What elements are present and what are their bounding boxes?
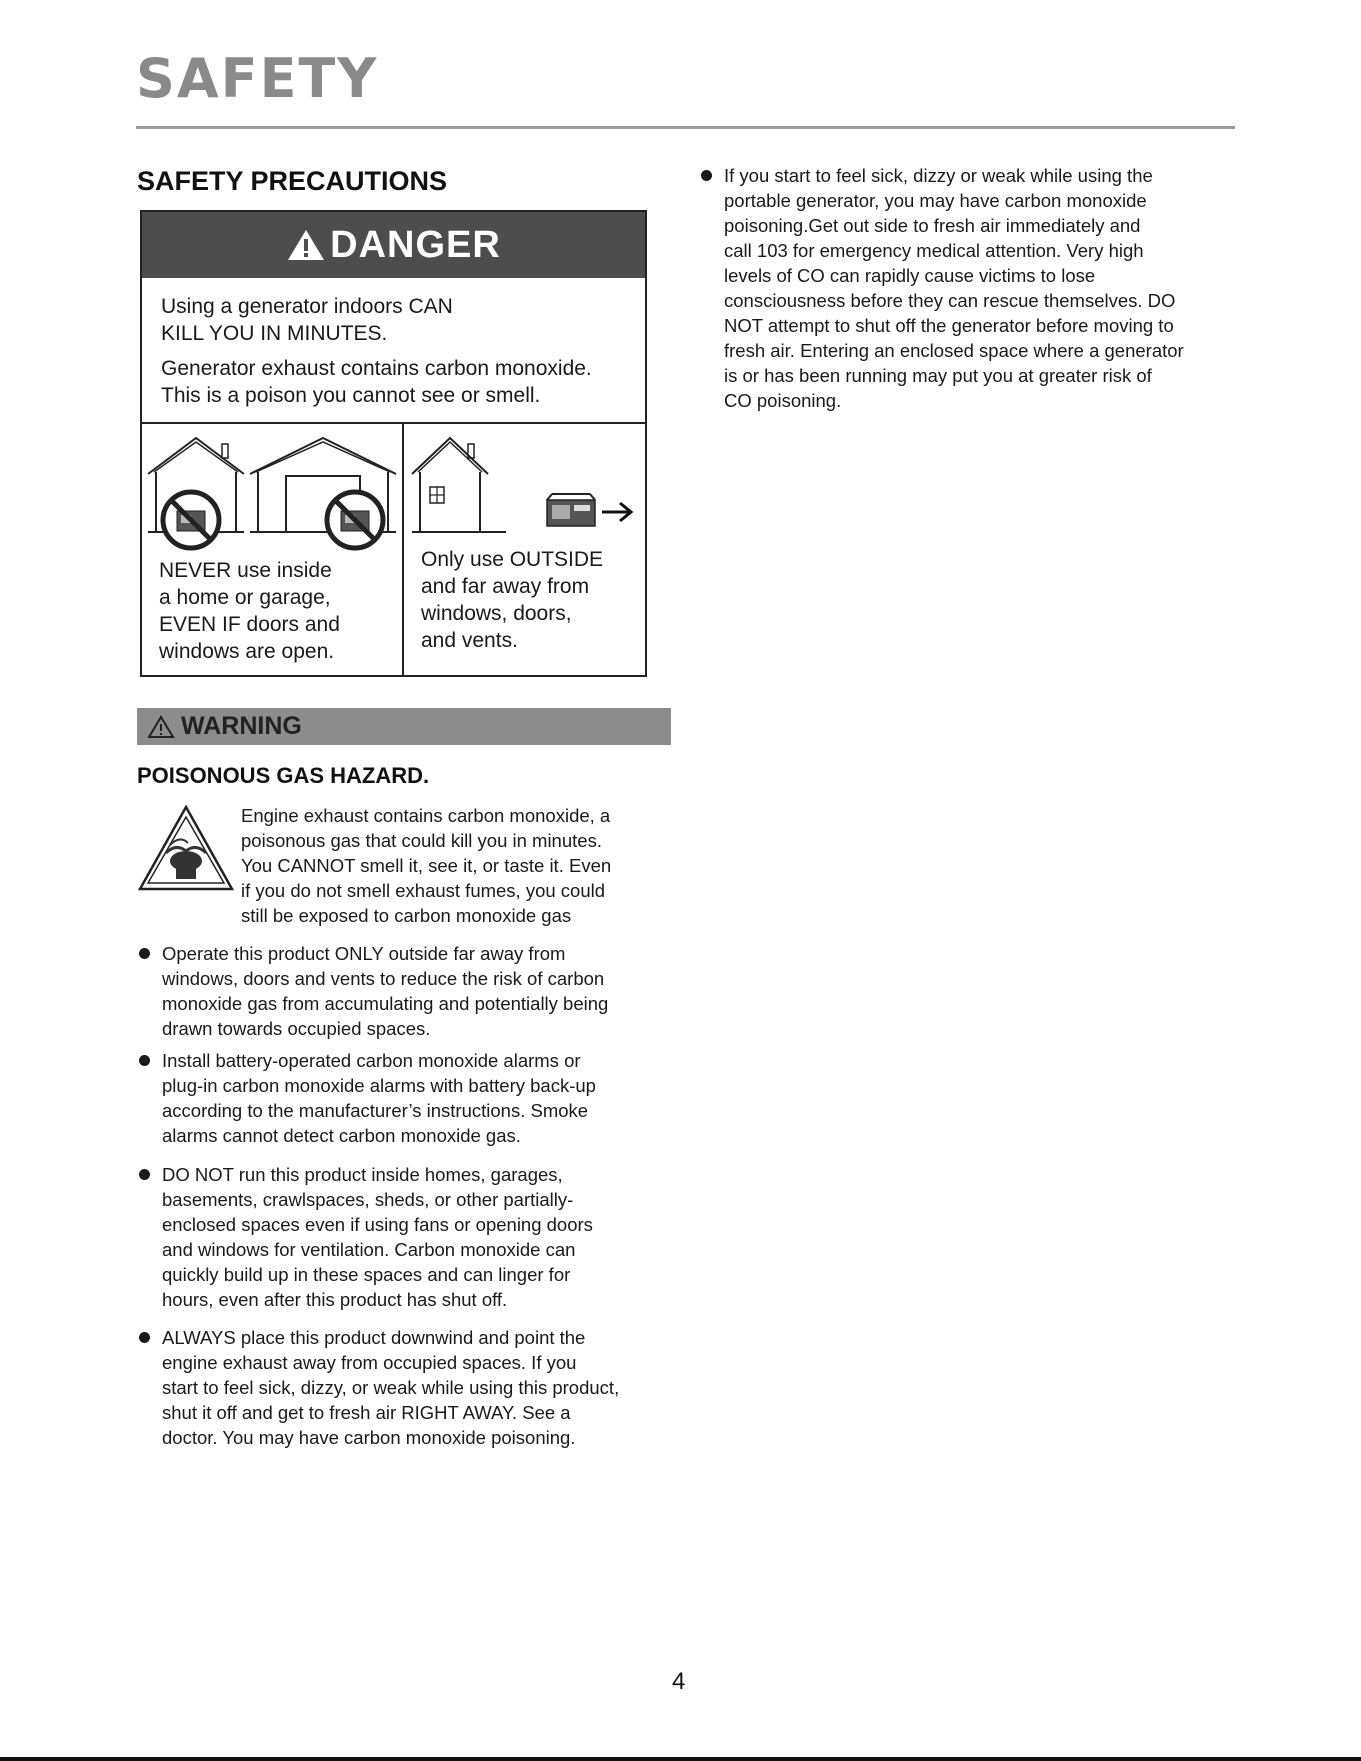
page-title: SAFETY: [136, 47, 379, 110]
danger-text-line: Generator exhaust contains carbon monoxide.: [161, 357, 592, 380]
danger-column-divider: [402, 423, 404, 675]
never-use-inside-text: NEVER use inside a home or garage, EVEN IF doors and windows are open.: [159, 559, 340, 663]
list-item: Operate this product ONLY outside far away from windows, doors and vents to reduce the risk of carbon monoxide gas from accumulating and potentially being drawn towards occupied spaces.: [162, 943, 609, 1039]
warning-label: WARNING: [181, 712, 302, 740]
bottom-border: [0, 1757, 1361, 1761]
warning-header: [137, 708, 671, 745]
gas-hazard-text-line: poisonous gas that could kill you in minutes.: [241, 830, 602, 851]
bullet-icon: [139, 1169, 150, 1180]
page-number: 4: [672, 1668, 686, 1695]
generator-icon: [544, 492, 598, 532]
gas-hazard-text-line: still be exposed to carbon monoxide gas: [241, 905, 572, 926]
danger-text-line: KILL YOU IN MINUTES.: [161, 322, 388, 345]
window-icon: [429, 486, 445, 504]
list-item: Install battery-operated carbon monoxide alarms or plug-in carbon monoxide alarms with battery back-up according to the manufacturer’s instructions. Smoke alarms cannot detect carbon monoxide gas.: [162, 1050, 596, 1146]
list-item: ALWAYS place this product downwind and point the engine exhaust away from occupied spaces. If you start to feel sick, dizzy, or weak while using this product, shut it off and get to fresh air RIGHT AWAY. See a doctor. You may have carbon monoxide poisoning.: [162, 1327, 620, 1448]
list-item: DO NOT run this product inside homes, garages, basements, crawlspaces, sheds, or other partially- enclosed spaces even if using fans or opening doors and windows for ventilation. Carbon monoxide can quickly build up in these spaces and can linger for hours, even after this product has shut off.: [162, 1164, 593, 1310]
only-use-outside-text: Only use OUTSIDE and far away from windows, doors, and vents.: [421, 548, 604, 652]
danger-header: [142, 212, 645, 278]
list-item: If you start to feel sick, dizzy or weak while using the portable generator, you may have carbon monoxide poisoning.Get out side to fresh air immediately and call 103 for emergency medical attention. Very high levels of CO can rapidly cause victims to lose consciousness before they can rescue themselves. DO NOT attempt to shut off the generator before moving to fresh air. Entering an enclosed space where a generator is or has been running may put you at greater risk of CO poisoning.: [724, 165, 1184, 411]
gas-hazard-text-line: Engine exhaust contains carbon monoxide, a: [241, 805, 611, 826]
gas-hazard-text-line: if you do not smell exhaust fumes, you could: [241, 880, 606, 901]
danger-label: DANGER: [330, 223, 501, 266]
gas-hazard-text-line: You CANNOT smell it, see it, or taste it. Even: [241, 855, 612, 876]
danger-box: [140, 210, 647, 677]
danger-text-line: Using a generator indoors CAN: [161, 295, 453, 318]
prohibited-generator-icon: [160, 489, 222, 551]
house-icon: [410, 434, 510, 534]
danger-text-line: This is a poison you cannot see or smell.: [161, 384, 541, 407]
section-heading-safety-precautions: SAFETY PRECAUTIONS: [137, 166, 448, 196]
poison-gas-icon: [136, 803, 236, 895]
warning-triangle-icon: [147, 715, 175, 739]
bullet-icon: [139, 948, 150, 959]
title-divider: [136, 126, 1235, 129]
prohibited-generator-icon: [324, 489, 386, 551]
poisonous-gas-heading: POISONOUS GAS HAZARD.: [137, 763, 430, 788]
bullet-icon: [139, 1055, 150, 1066]
bullet-icon: [701, 170, 712, 181]
warning-triangle-icon: [286, 228, 326, 262]
bullet-icon: [139, 1332, 150, 1343]
danger-divider: [142, 422, 645, 424]
arrow-right-icon: [600, 501, 634, 523]
